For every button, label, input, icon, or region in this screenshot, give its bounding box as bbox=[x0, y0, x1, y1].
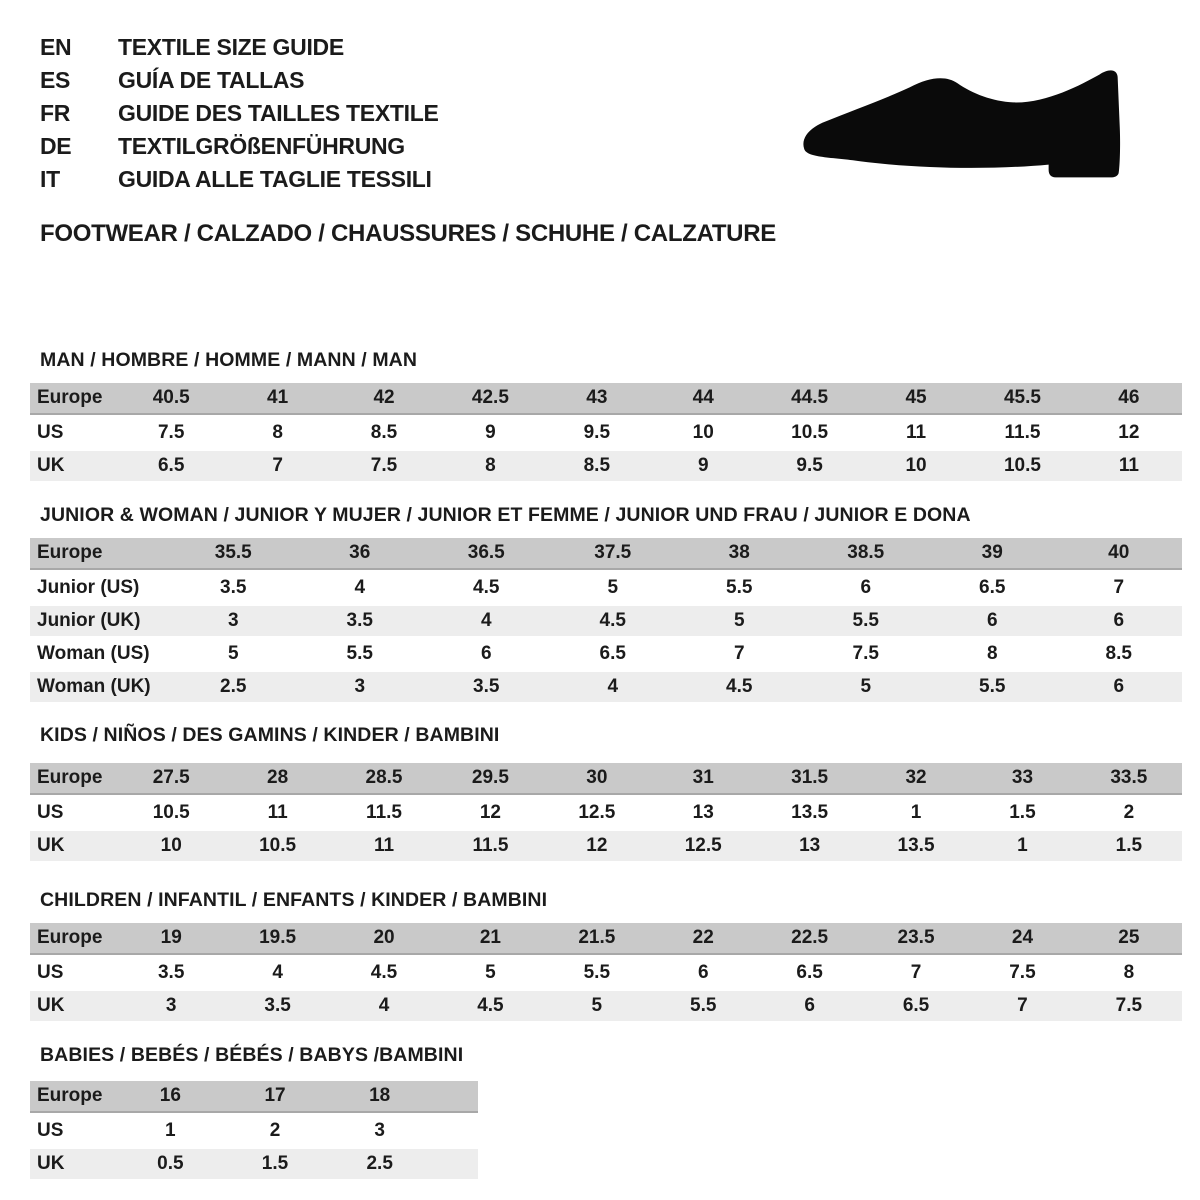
size-row-uk bbox=[30, 991, 1182, 1021]
size-row-europe bbox=[30, 923, 1182, 955]
size-value: 7.5 bbox=[1009, 962, 1036, 983]
size-table-children bbox=[30, 923, 1182, 1024]
size-value: 46 bbox=[1118, 387, 1140, 408]
language-legend bbox=[40, 31, 439, 196]
size-value: 7.5 bbox=[370, 455, 398, 476]
size-value: 13 bbox=[799, 835, 821, 856]
size-value: 4 bbox=[354, 577, 366, 598]
size-value: 1 bbox=[1017, 835, 1028, 856]
section-title-babies: BABIES / BEBÉS / BÉBÉS / BABYS /BAMBINI bbox=[40, 1044, 464, 1066]
size-value: 19.5 bbox=[259, 927, 297, 948]
row-label: Europe bbox=[37, 542, 103, 563]
size-value: 5.5 bbox=[690, 995, 717, 1016]
size-value: 4.5 bbox=[473, 577, 500, 598]
row-label: Europe bbox=[37, 767, 103, 788]
size-value: 7.5 bbox=[852, 643, 879, 664]
size-value: 6 bbox=[1113, 610, 1125, 631]
language-label: GUIDE DES TAILLES TEXTILE bbox=[118, 100, 439, 126]
size-value: 5 bbox=[607, 577, 619, 598]
size-value: 1.5 bbox=[1115, 835, 1143, 856]
language-code: EN bbox=[40, 34, 72, 60]
size-value: 3.5 bbox=[346, 610, 373, 631]
size-value: 9 bbox=[485, 422, 496, 443]
size-value: 5.5 bbox=[979, 676, 1006, 697]
size-value: 11 bbox=[1118, 455, 1139, 476]
language-row-de bbox=[40, 130, 439, 163]
size-value: 42 bbox=[373, 387, 395, 408]
size-row-europe bbox=[30, 538, 1182, 570]
size-value: 7 bbox=[1017, 995, 1028, 1016]
size-value: 6 bbox=[986, 610, 998, 631]
size-row-uk bbox=[30, 831, 1182, 861]
size-row-us bbox=[30, 958, 1182, 988]
size-value: 12 bbox=[1118, 422, 1140, 443]
size-value: 4 bbox=[607, 676, 619, 697]
language-label: TEXTILGRÖßENFÜHRUNG bbox=[118, 133, 405, 159]
size-row-us bbox=[30, 418, 1182, 448]
size-value: 6.5 bbox=[979, 577, 1006, 598]
size-value: 10.5 bbox=[791, 422, 829, 443]
size-value: 8 bbox=[1123, 962, 1135, 983]
size-value: 43 bbox=[586, 387, 608, 408]
row-label: UK bbox=[37, 455, 65, 476]
size-value: 7 bbox=[910, 962, 922, 983]
row-label: Europe bbox=[37, 1085, 103, 1106]
size-value: 13 bbox=[692, 802, 714, 823]
size-value: 17 bbox=[264, 1085, 286, 1106]
size-value: 23.5 bbox=[897, 927, 935, 948]
size-value: 10 bbox=[905, 455, 927, 476]
size-table-man bbox=[30, 383, 1182, 484]
row-label: Woman (UK) bbox=[37, 676, 151, 697]
row-label: Europe bbox=[37, 387, 103, 408]
size-value: 27.5 bbox=[152, 767, 190, 788]
size-value: 4.5 bbox=[599, 610, 626, 631]
size-value: 12 bbox=[479, 802, 501, 823]
size-value: 9.5 bbox=[583, 422, 611, 443]
size-value: 11.5 bbox=[366, 802, 402, 823]
dress-shoe-icon bbox=[798, 66, 1143, 186]
size-row-junior-us bbox=[30, 573, 1182, 603]
size-value: 19 bbox=[160, 927, 182, 948]
size-table-junior-woman bbox=[30, 538, 1182, 705]
size-value: 39 bbox=[981, 542, 1003, 563]
size-value: 20 bbox=[373, 927, 395, 948]
size-value: 5.5 bbox=[852, 610, 879, 631]
size-value: 7.5 bbox=[157, 422, 185, 443]
size-value: 12 bbox=[586, 835, 608, 856]
size-value: 5.5 bbox=[583, 962, 611, 983]
row-label: US bbox=[37, 962, 64, 983]
size-value: 5 bbox=[591, 995, 603, 1016]
size-value: 7 bbox=[272, 455, 283, 476]
size-value: 35.5 bbox=[214, 542, 252, 563]
size-value: 33.5 bbox=[1110, 767, 1148, 788]
size-value: 36.5 bbox=[467, 542, 505, 563]
size-value: 3 bbox=[227, 610, 239, 631]
language-label: GUÍA DE TALLAS bbox=[118, 67, 305, 93]
language-row-it bbox=[40, 163, 439, 196]
size-value: 8 bbox=[485, 455, 496, 476]
size-value: 10 bbox=[692, 422, 714, 443]
row-label: Woman (US) bbox=[37, 643, 150, 664]
size-value: 13.5 bbox=[791, 802, 829, 823]
size-value: 18 bbox=[369, 1085, 391, 1106]
size-value: 22.5 bbox=[791, 927, 829, 948]
size-value: 4 bbox=[480, 610, 492, 631]
size-value: 6 bbox=[697, 962, 709, 983]
size-row-europe bbox=[30, 383, 1182, 415]
section-title-kids: KIDS / NIÑOS / DES GAMINS / KINDER / BAMBINI bbox=[40, 724, 500, 746]
size-value: 22 bbox=[692, 927, 714, 948]
size-value: 6 bbox=[860, 577, 872, 598]
row-label: US bbox=[37, 1120, 64, 1141]
size-value: 21 bbox=[479, 927, 501, 948]
section-title-junior-woman: JUNIOR & WOMAN / JUNIOR Y MUJER / JUNIOR ET FEMME / JUNIOR UND FRAU / JUNIOR E DONA bbox=[40, 504, 971, 526]
size-value: 8.5 bbox=[583, 455, 611, 476]
size-value: 4 bbox=[272, 962, 283, 983]
size-value: 25 bbox=[1118, 927, 1140, 948]
size-value: 7.5 bbox=[1115, 995, 1143, 1016]
size-value: 10.5 bbox=[1003, 455, 1041, 476]
size-row-woman-uk bbox=[30, 672, 1182, 702]
size-value: 3.5 bbox=[220, 577, 247, 598]
size-table-babies bbox=[30, 1081, 478, 1182]
row-label: UK bbox=[37, 995, 65, 1016]
size-value: 4.5 bbox=[370, 962, 398, 983]
size-value: 45 bbox=[905, 387, 927, 408]
size-value: 21.5 bbox=[578, 927, 616, 948]
size-value: 38 bbox=[728, 542, 750, 563]
size-value: 30 bbox=[586, 767, 608, 788]
language-row-es bbox=[40, 64, 439, 97]
size-value: 11 bbox=[373, 835, 395, 856]
size-value: 6 bbox=[1113, 676, 1125, 697]
size-value: 1 bbox=[910, 802, 922, 823]
size-value: 0.5 bbox=[157, 1153, 184, 1174]
row-label: US bbox=[37, 802, 64, 823]
size-value: 12.5 bbox=[578, 802, 616, 823]
size-value: 5 bbox=[485, 962, 496, 983]
size-row-woman-us bbox=[30, 639, 1182, 669]
size-value: 40.5 bbox=[152, 387, 190, 408]
section-title-children: CHILDREN / INFANTIL / ENFANTS / KINDER / BAMBINI bbox=[40, 889, 548, 911]
size-value: 2.5 bbox=[366, 1153, 393, 1174]
size-value: 5 bbox=[227, 643, 239, 664]
row-label: UK bbox=[37, 835, 65, 856]
size-value: 29.5 bbox=[471, 767, 509, 788]
size-value: 13.5 bbox=[897, 835, 935, 856]
size-value: 1.5 bbox=[1009, 802, 1036, 823]
size-value: 5 bbox=[733, 610, 745, 631]
row-label: Junior (UK) bbox=[37, 610, 141, 631]
size-row-junior-uk bbox=[30, 606, 1182, 636]
size-value: 6.5 bbox=[796, 962, 823, 983]
size-value: 3.5 bbox=[157, 962, 185, 983]
size-value: 10.5 bbox=[152, 802, 190, 823]
language-code: ES bbox=[40, 67, 71, 93]
category-heading: FOOTWEAR / CALZADO / CHAUSSURES / SCHUHE / CALZATURE bbox=[40, 220, 776, 247]
language-label: GUIDA ALLE TAGLIE TESSILI bbox=[118, 166, 432, 192]
size-value: 28.5 bbox=[365, 767, 403, 788]
size-value: 8.5 bbox=[1105, 643, 1132, 664]
size-value: 8 bbox=[272, 422, 283, 443]
size-value: 41 bbox=[267, 387, 289, 408]
size-value: 1.5 bbox=[261, 1153, 289, 1174]
size-value: 11 bbox=[267, 802, 288, 823]
size-value: 6.5 bbox=[902, 995, 930, 1016]
language-code: IT bbox=[40, 166, 60, 192]
size-value: 8.5 bbox=[370, 422, 398, 443]
size-value: 9.5 bbox=[796, 455, 823, 476]
size-value: 33 bbox=[1011, 767, 1034, 788]
size-value: 38.5 bbox=[847, 542, 885, 563]
size-value: 32 bbox=[905, 767, 927, 788]
size-value: 11.5 bbox=[472, 835, 509, 856]
size-value: 6 bbox=[804, 995, 815, 1016]
size-value: 12.5 bbox=[684, 835, 722, 856]
size-value: 28 bbox=[267, 767, 289, 788]
row-label: Europe bbox=[37, 927, 103, 948]
size-value: 36 bbox=[349, 542, 371, 563]
size-value: 31 bbox=[692, 767, 714, 788]
size-value: 3 bbox=[165, 995, 177, 1016]
size-value: 1 bbox=[165, 1120, 176, 1141]
size-value: 44.5 bbox=[791, 387, 829, 408]
size-value: 3 bbox=[374, 1120, 385, 1141]
size-row-uk bbox=[30, 1149, 478, 1179]
size-value: 5.5 bbox=[346, 643, 373, 664]
size-row-us bbox=[30, 1116, 478, 1146]
size-value: 9 bbox=[697, 455, 709, 476]
size-value: 45.5 bbox=[1003, 387, 1041, 408]
size-value: 4.5 bbox=[477, 995, 504, 1016]
size-row-uk bbox=[30, 451, 1182, 481]
size-value: 2 bbox=[269, 1120, 281, 1141]
language-label: TEXTILE SIZE GUIDE bbox=[118, 34, 344, 60]
size-value: 3 bbox=[354, 676, 366, 697]
size-value: 4 bbox=[378, 995, 390, 1016]
size-value: 40 bbox=[1108, 542, 1130, 563]
size-value: 6 bbox=[480, 643, 492, 664]
row-label: US bbox=[37, 422, 64, 443]
size-row-us bbox=[30, 798, 1182, 828]
language-row-en bbox=[40, 31, 439, 64]
size-value: 5 bbox=[860, 676, 872, 697]
size-value: 16 bbox=[159, 1085, 181, 1106]
size-value: 8 bbox=[986, 643, 998, 664]
size-value: 11 bbox=[906, 422, 927, 443]
size-value: 3.5 bbox=[473, 676, 500, 697]
size-value: 10 bbox=[160, 835, 182, 856]
size-value: 6.5 bbox=[157, 455, 185, 476]
size-value: 11.5 bbox=[1004, 422, 1041, 443]
size-value: 6.5 bbox=[599, 643, 626, 664]
size-value: 2.5 bbox=[220, 676, 247, 697]
size-value: 4.5 bbox=[726, 676, 753, 697]
language-row-fr bbox=[40, 97, 439, 130]
size-value: 42.5 bbox=[471, 387, 509, 408]
size-value: 24 bbox=[1011, 927, 1034, 948]
size-value: 44 bbox=[692, 387, 714, 408]
size-value: 3.5 bbox=[264, 995, 291, 1016]
size-value: 5.5 bbox=[726, 577, 753, 598]
size-value: 37.5 bbox=[594, 542, 632, 563]
language-code: FR bbox=[40, 100, 71, 126]
size-table-kids bbox=[30, 763, 1182, 864]
size-value: 7 bbox=[1113, 577, 1125, 598]
size-row-europe bbox=[30, 1081, 478, 1113]
size-row-europe bbox=[30, 763, 1182, 795]
language-code: DE bbox=[40, 133, 72, 159]
size-value: 7 bbox=[733, 643, 745, 664]
section-title-man: MAN / HOMBRE / HOMME / MANN / MAN bbox=[40, 349, 418, 371]
size-value: 31.5 bbox=[791, 767, 829, 788]
size-value: 2 bbox=[1123, 802, 1135, 823]
size-value: 10.5 bbox=[259, 835, 297, 856]
row-label: Junior (US) bbox=[37, 577, 140, 598]
row-label: UK bbox=[37, 1153, 65, 1174]
